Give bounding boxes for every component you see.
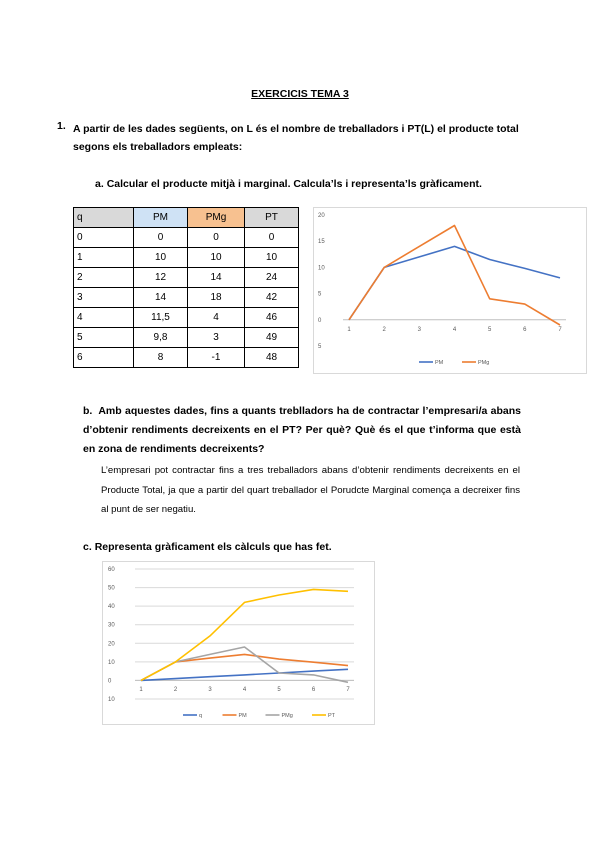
table-cell: -1: [188, 348, 245, 368]
series-line-pm: [141, 654, 348, 680]
y-tick-label: 40: [108, 604, 115, 611]
data-table: [73, 207, 299, 368]
y-tick-label: 20: [318, 213, 325, 219]
table-row: [74, 248, 299, 268]
table-row: [74, 228, 299, 248]
legend-label-pmg: PMg: [281, 713, 293, 719]
legend-label-pmg: PMg: [478, 360, 490, 366]
question-c-label: c.: [83, 541, 92, 553]
table-cell: 46: [245, 308, 299, 328]
series-line-pt: [141, 589, 348, 680]
y-tick-label: 20: [108, 641, 115, 648]
legend-label-pm: PM: [435, 360, 444, 366]
table-cell: 4: [188, 308, 245, 328]
table-cell: 9,8: [134, 328, 188, 348]
x-tick-label: 2: [382, 327, 386, 333]
table-cell: 2: [74, 268, 134, 288]
table-header-pmg: PMg: [188, 208, 245, 228]
y-tick-label: 0: [318, 317, 322, 324]
x-tick-label: 1: [347, 327, 351, 333]
table-cell: 18: [188, 288, 245, 308]
x-tick-label: 5: [487, 327, 492, 333]
table-cell: 6: [74, 348, 134, 368]
x-tick-label: 6: [523, 327, 527, 333]
table-cell: 3: [74, 288, 134, 308]
question-a-text: Calcular el producte mitjà i marginal. Calcula’ls i representa’ls gràficament.: [106, 178, 482, 190]
y-tick-label: 50: [108, 585, 115, 592]
answer-b: L’empresari pot contractar fins a tres treballadors abans d’obtenir rendiments decreixents en el Producte Total, ja que a partir del quart treballador el Porudcte Marginal comença a decreixer fins al punt de ser negatiu.: [101, 465, 520, 515]
question-1-number: 1.: [57, 120, 66, 132]
chart-1-svg: [314, 208, 586, 373]
y-tick-label: 10: [108, 697, 115, 703]
table-cell: 12: [134, 268, 188, 288]
table-cell: 48: [245, 348, 299, 368]
y-tick-label: 0: [108, 678, 112, 685]
table-cell: 0: [245, 228, 299, 248]
x-tick-label: 6: [311, 687, 316, 693]
x-tick-label: 2: [173, 687, 178, 693]
table-cell: 8: [134, 348, 188, 368]
table-cell: 10: [188, 248, 245, 268]
table-row: [74, 348, 299, 368]
table-row: [74, 288, 299, 308]
legend-label-pt: PT: [328, 713, 336, 719]
table-header-pt: PT: [245, 208, 299, 228]
table-cell: 0: [188, 228, 245, 248]
question-b-text: Amb aquestes dades, fins a quants treblladors ha de contractar l’empresari/a abans d’obtenir rendiments decreixents en el PT? Per què? Què és el que t’informa que està en zona de rendiments decreixents?: [83, 405, 521, 455]
table-header-q: q: [74, 208, 134, 228]
y-tick-label: 15: [318, 239, 325, 246]
y-tick-label: 5: [318, 344, 322, 350]
table-cell: 0: [134, 228, 188, 248]
question-a-label: a.: [95, 178, 104, 190]
y-tick-label: 60: [108, 567, 115, 573]
chart-2-svg: [103, 562, 374, 724]
x-tick-label: 7: [346, 687, 350, 693]
table-cell: 11,5: [134, 308, 188, 328]
y-tick-label: 30: [108, 622, 115, 629]
x-tick-label: 4: [242, 687, 247, 693]
table-cell: 14: [134, 288, 188, 308]
question-c-text: Representa gràficament els càlculs que has fet.: [94, 541, 332, 553]
x-tick-label: 1: [139, 687, 143, 693]
table-cell: 49: [245, 328, 299, 348]
table-cell: 42: [245, 288, 299, 308]
x-tick-label: 4: [452, 327, 457, 333]
series-line-pmg: [349, 226, 560, 326]
series-line-pm: [349, 246, 560, 319]
table-cell: 24: [245, 268, 299, 288]
y-tick-label: 10: [318, 265, 325, 272]
table-cell: 0: [74, 228, 134, 248]
table-cell: 10: [245, 248, 299, 268]
table-row: [74, 308, 299, 328]
x-tick-label: 7: [558, 327, 562, 333]
chart-2: [102, 561, 375, 725]
table-row: [74, 328, 299, 348]
page-title: EXERCICIS TEMA 3: [251, 88, 349, 100]
table-cell: 3: [188, 328, 245, 348]
y-tick-label: 10: [108, 659, 115, 666]
question-1-text: A partir de les dades següents, on L és el nombre de treballadors i PT(L) el producte total segons els treballadors empleats:: [73, 123, 519, 153]
x-tick-label: 5: [277, 687, 281, 693]
table-cell: 14: [188, 268, 245, 288]
table-cell: 4: [74, 308, 134, 328]
x-tick-label: 3: [208, 687, 212, 693]
table-row: [74, 268, 299, 288]
question-a: [95, 178, 482, 190]
chart-1: [313, 207, 587, 374]
table-cell: 1: [74, 248, 134, 268]
table-header-pm: PM: [134, 208, 188, 228]
table-cell: 10: [134, 248, 188, 268]
question-c: [83, 541, 332, 553]
table-header-row: [74, 208, 299, 228]
question-b: [83, 402, 521, 459]
y-tick-label: 5: [318, 291, 322, 298]
question-b-label: b.: [83, 405, 93, 417]
table-cell: 5: [74, 328, 134, 348]
legend-label-q: q: [199, 713, 203, 719]
x-tick-label: 3: [417, 327, 422, 333]
legend-label-pm: PM: [238, 713, 247, 719]
